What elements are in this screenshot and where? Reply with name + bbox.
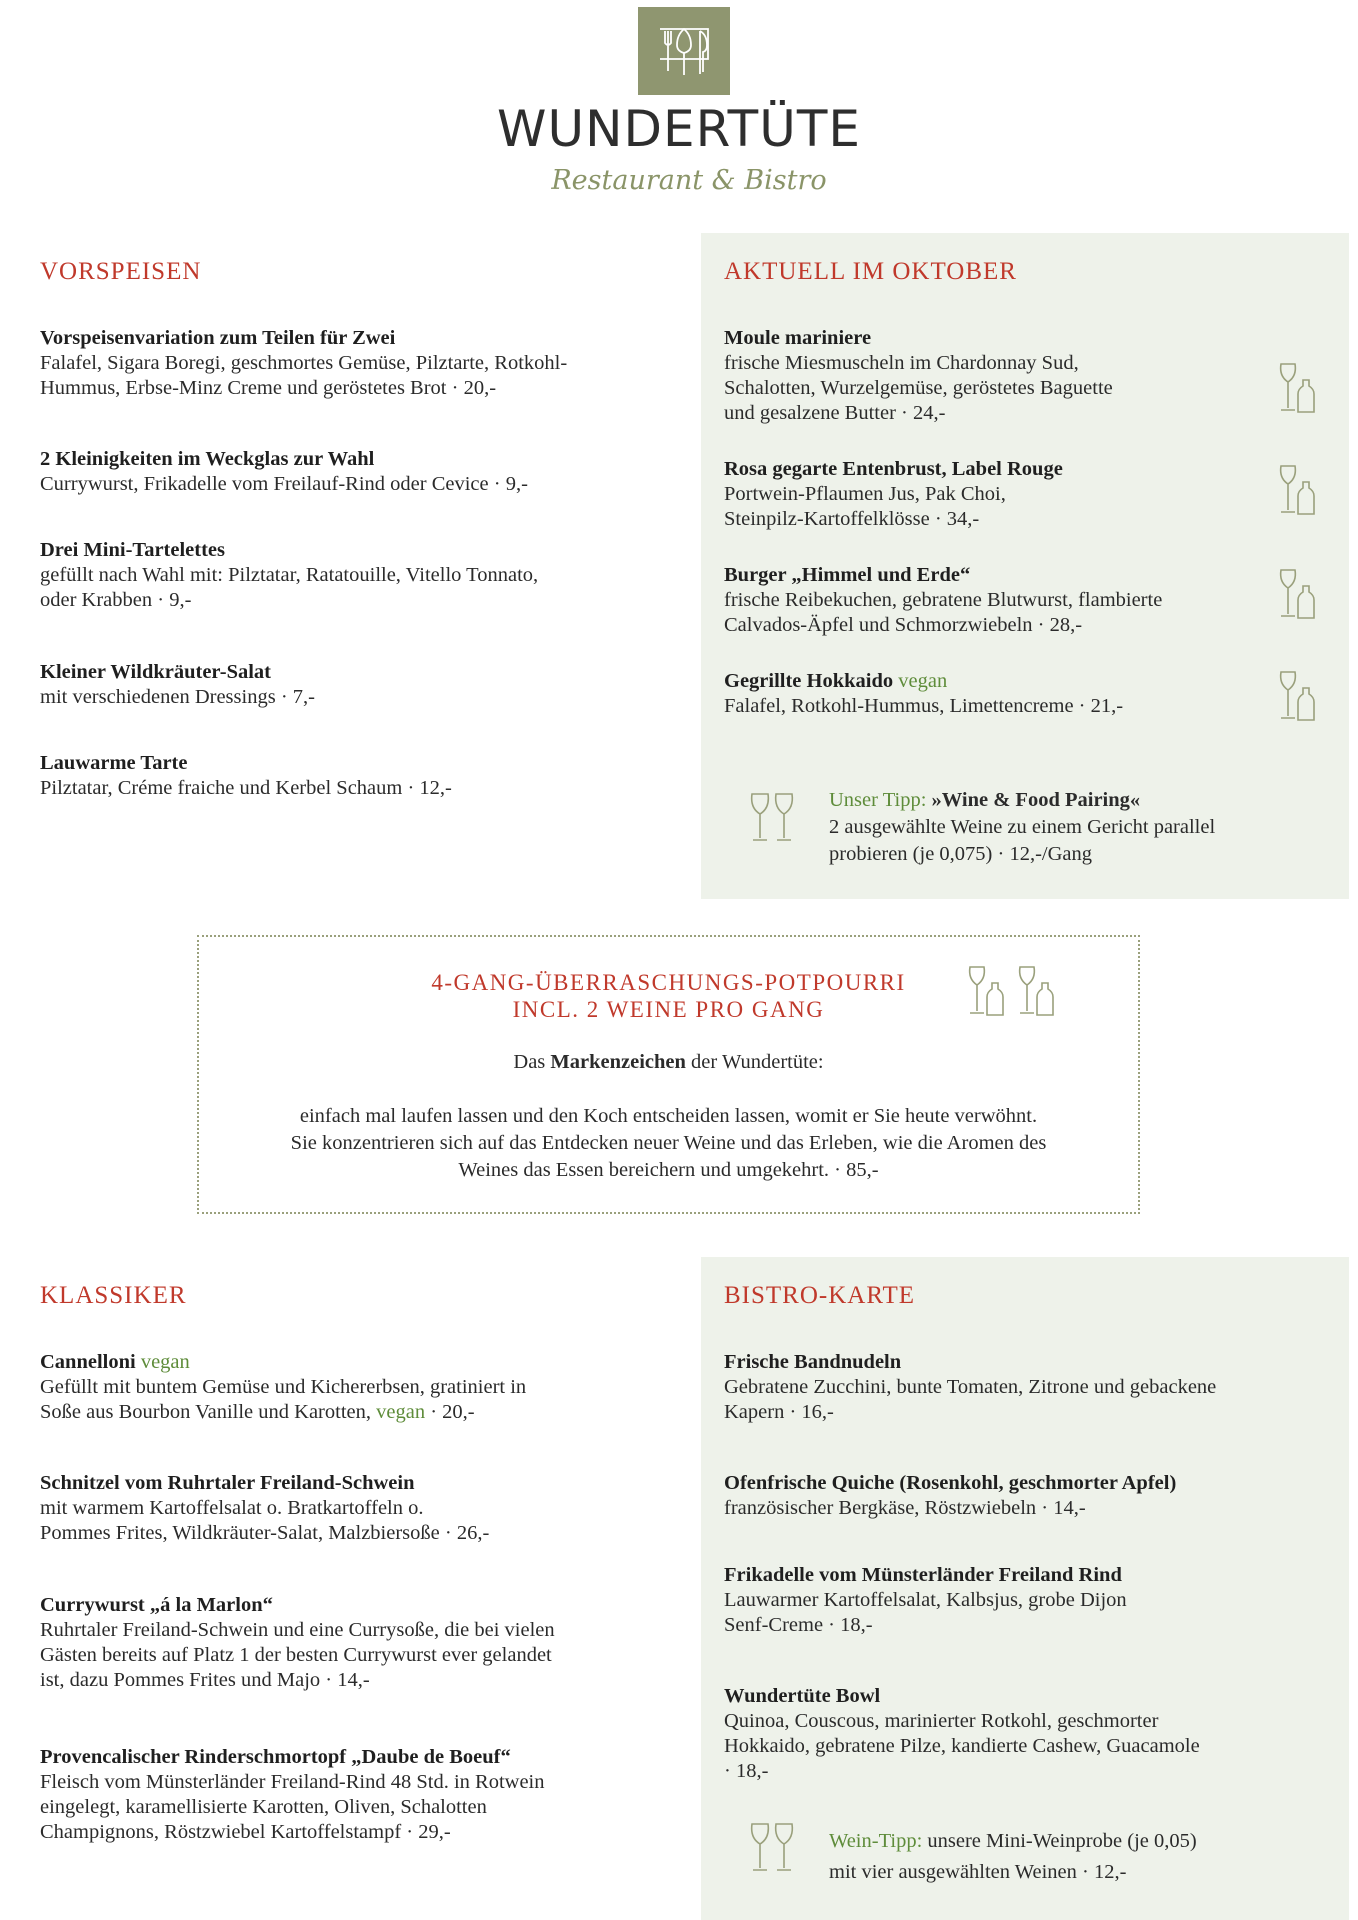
item-desc: Falafel, Sigara Boregi, geschmortes Gemüse, Pilztarte, Rotkohl- <box>40 352 568 374</box>
tip-headline: »Wine & Food Pairing« <box>926 789 1141 811</box>
item-desc: Pommes Frites, Wildkräuter-Salat, Malzbiersoße · 26,- <box>40 1522 490 1544</box>
combo-intro <box>199 1049 1138 1076</box>
combo-text: Sie konzentrieren sich auf das Entdecken neuer Weine und das Erleben, wie die Aromen des <box>290 1132 1047 1154</box>
tip-text: mit vier ausgewählten Weinen · 12,- <box>829 1861 1127 1883</box>
combo-text: einfach mal laufen lassen und den Koch entscheiden lassen, womit er Sie heute verwöhnt. <box>299 1105 1038 1127</box>
item-desc: Champignons, Röstzwiebel Kartoffelstampf · 29,- <box>40 1821 451 1843</box>
item-desc: Schalotten, Wurzelgemüse, geröstetes Baguette <box>724 377 1113 399</box>
item-desc: Steinpilz-Kartoffelklösse · 34,- <box>724 508 980 530</box>
menu-item <box>724 1563 1127 1638</box>
item-title <box>40 1350 526 1375</box>
vegan-tag: vegan <box>140 1351 190 1373</box>
item-title-text: Gegrillte Hokkaido <box>724 670 894 692</box>
item-desc: · 18,- <box>724 1760 769 1782</box>
menu-item <box>40 1350 526 1425</box>
menu-item <box>40 326 567 401</box>
item-desc: frische Reibekuchen, gebratene Blutwurst, flambierte <box>724 589 1163 611</box>
combo-text: Weines das Essen bereichern und umgekehrt. · 85,- <box>458 1159 879 1181</box>
menu-item <box>724 1684 1200 1784</box>
menu-item <box>40 1593 555 1693</box>
item-desc: Hokkaido, gebratene Pilze, kandierte Cashew, Guacamole <box>724 1735 1200 1757</box>
item-title: Vorspeisenvariation zum Teilen für Zwei <box>40 327 396 349</box>
item-desc: ist, dazu Pommes Frites und Majo · 14,- <box>40 1669 370 1691</box>
menu-item <box>40 1471 489 1546</box>
tip-text: 2 ausgewählte Weine zu einem Gericht parallel <box>829 816 1216 838</box>
menu-item <box>724 1471 1176 1521</box>
wine-glass-bottle-icon <box>1277 462 1317 518</box>
wine-tip <box>829 1826 1197 1888</box>
combo-intro-text: Das <box>513 1051 551 1073</box>
item-desc <box>40 1400 526 1425</box>
item-title: Frikadelle vom Münsterländer Freiland Rind <box>724 1564 1122 1586</box>
item-title-text: Cannelloni <box>40 1351 136 1373</box>
item-title: Burger „Himmel und Erde“ <box>724 564 971 586</box>
item-desc: Currywurst, Frikadelle vom Freilauf-Rind oder Cevice · 9,- <box>40 473 528 495</box>
two-wine-glasses-icon <box>748 790 800 846</box>
item-title: Wundertüte Bowl <box>724 1685 881 1707</box>
item-title: Kleiner Wildkräuter-Salat <box>40 661 272 683</box>
tip-label: Unser Tipp: <box>829 789 927 811</box>
item-desc: Gefüllt mit buntem Gemüse und Kichererbsen, gratiniert in <box>40 1376 527 1398</box>
item-desc: Fleisch vom Münsterländer Freiland-Rind 48 Std. in Rotwein <box>40 1771 545 1793</box>
item-desc: frische Miesmuscheln im Chardonnay Sud, <box>724 352 1079 374</box>
section-title-klassiker: KLASSIKER <box>40 1282 187 1309</box>
item-title: Provencalischer Rinderschmortopf „Daube de Boeuf“ <box>40 1746 511 1768</box>
menu-item <box>724 563 1162 638</box>
section-title-aktuell: AKTUELL IM OKTOBER <box>724 258 1017 285</box>
item-desc: Ruhrtaler Freiland-Schwein und eine Currysoße, die bei vielen <box>40 1619 555 1641</box>
item-desc: oder Krabben · 9,- <box>40 589 192 611</box>
section-title-vorspeisen: VORSPEISEN <box>40 258 202 285</box>
wine-glass-bottle-icon <box>966 963 1006 1019</box>
wine-glass-bottle-icon <box>1277 360 1317 416</box>
tip-text: unsere Mini-Weinprobe (je 0,05) <box>922 1830 1197 1852</box>
item-title: Frische Bandnudeln <box>724 1351 902 1373</box>
item-desc: Senf-Creme · 18,- <box>724 1614 873 1636</box>
vegan-tag: vegan <box>898 670 948 692</box>
item-desc: Portwein-Pflaumen Jus, Pak Choi, <box>724 483 1006 505</box>
combo-title: 4-GANG-ÜBERRASCHUNGS-POTPOURRI <box>431 970 906 995</box>
wine-glass-bottle-icon <box>1277 566 1317 622</box>
item-desc: Lauwarmer Kartoffelsalat, Kalbsjus, grobe Dijon <box>724 1589 1127 1611</box>
wine-pairing-tip <box>829 787 1215 868</box>
tip-text: probieren (je 0,075) · 12,-/Gang <box>829 843 1092 865</box>
cutlery-icon <box>638 7 730 95</box>
item-desc: Hummus, Erbse-Minz Creme und geröstetes Brot · 20,- <box>40 377 497 399</box>
item-title: Schnitzel vom Ruhrtaler Freiland-Schwein <box>40 1472 415 1494</box>
item-desc: und gesalzene Butter · 24,- <box>724 402 946 424</box>
item-desc: eingelegt, karamellisierte Karotten, Oliven, Schalotten <box>40 1796 487 1818</box>
menu-item <box>40 751 452 801</box>
combo-intro-text: der Wundertüte: <box>685 1051 824 1073</box>
item-title: 2 Kleinigkeiten im Weckglas zur Wahl <box>40 448 375 470</box>
menu-item <box>724 669 1123 719</box>
item-title: Moule mariniere <box>724 327 872 349</box>
menu-item <box>724 1350 1216 1425</box>
item-desc: Pilztatar, Créme fraiche und Kerbel Schaum · 12,- <box>40 777 452 799</box>
item-desc: mit warmem Kartoffelsalat o. Bratkartoffeln o. <box>40 1497 424 1519</box>
menu-item <box>724 457 1063 532</box>
item-title: Rosa gegarte Entenbrust, Label Rouge <box>724 458 1063 480</box>
item-desc: französischer Bergkäse, Röstzwiebeln · 14,- <box>724 1497 1086 1519</box>
menu-item <box>40 447 528 497</box>
menu-item <box>40 660 315 710</box>
vegan-tag: vegan <box>376 1401 426 1423</box>
item-title: Drei Mini-Tartelettes <box>40 539 226 561</box>
surprise-menu-box <box>197 935 1140 1214</box>
item-desc: Falafel, Rotkohl-Hummus, Limettencreme · 21,- <box>724 695 1124 717</box>
combo-title: INCL. 2 WEINE PRO GANG <box>512 997 825 1022</box>
menu-item <box>724 326 1113 426</box>
section-title-bistro: BISTRO-KARTE <box>724 1282 916 1309</box>
tip-label: Wein-Tipp: <box>829 1830 923 1852</box>
item-desc: Gebratene Zucchini, bunte Tomaten, Zitrone und gebackene <box>724 1376 1217 1398</box>
menu-item <box>40 1745 544 1845</box>
logo <box>638 7 730 95</box>
combo-intro-bold: Markenzeichen <box>550 1051 686 1073</box>
item-desc: Calvados-Äpfel und Schmorzwiebeln · 28,- <box>724 614 1083 636</box>
wine-glass-bottle-icon <box>1277 668 1317 724</box>
item-desc-text: Soße aus Bourbon Vanille und Karotten, <box>40 1401 377 1423</box>
wine-glass-bottle-icon <box>1016 963 1056 1019</box>
item-desc: Quinoa, Couscous, marinierter Rotkohl, geschmorter <box>724 1710 1159 1732</box>
menu-item <box>40 538 538 613</box>
item-desc: gefüllt nach Wahl mit: Pilztatar, Ratatouille, Vitello Tonnato, <box>40 564 539 586</box>
brand-subtitle: Restaurant & Bistro <box>551 165 827 196</box>
item-title: Lauwarme Tarte <box>40 752 188 774</box>
item-desc-text: · 20,- <box>425 1401 475 1423</box>
item-desc: Kapern · 16,- <box>724 1401 834 1423</box>
brand-name: WUNDERTÜTE <box>497 100 861 158</box>
item-title <box>724 669 1123 694</box>
item-title: Ofenfrische Quiche (Rosenkohl, geschmorter Apfel) <box>724 1472 1177 1494</box>
two-wine-glasses-icon <box>748 1820 800 1876</box>
item-desc: Gästen bereits auf Platz 1 der besten Currywurst ever gelandet <box>40 1644 552 1666</box>
item-desc: mit verschiedenen Dressings · 7,- <box>40 686 315 708</box>
item-title: Currywurst „á la Marlon“ <box>40 1594 273 1616</box>
